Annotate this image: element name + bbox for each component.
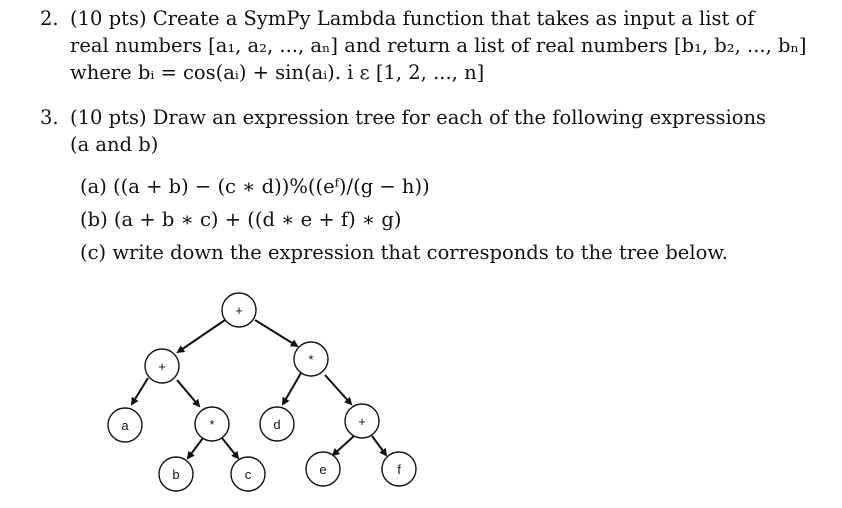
edge-left-a	[132, 378, 148, 404]
q2-line1: (10 pts) Create a SymPy Lambda function that takes as input a list of	[70, 7, 755, 30]
svg-text:c: c	[244, 467, 252, 482]
q2-line2: real numbers [a₁, a₂, ..., aₙ] and return a list of real numbers [b₁, b₂, ..., bₙ]	[70, 34, 807, 57]
q3-part-b: (b) (a + b ∗ c) + ((d ∗ e + f) ∗ g)	[80, 208, 402, 231]
tree-node-plus-ef	[345, 404, 379, 438]
q3-number: 3.	[40, 106, 59, 129]
tree-node-c	[231, 457, 265, 491]
q3-line2: (a and b)	[70, 133, 159, 156]
q2-line3: where bᵢ = cos(aᵢ) + sin(aᵢ). i ε [1, 2, ..., n]	[70, 61, 485, 84]
edge-left-mult	[177, 380, 199, 406]
tree-node-root	[222, 293, 256, 327]
edge-root-right	[255, 320, 297, 346]
tree-node-f	[382, 452, 416, 486]
edge-plus-f	[372, 436, 386, 455]
svg-text:+: +	[158, 359, 166, 374]
edge-right-d	[283, 373, 301, 404]
tree-node-mult-bc	[195, 407, 229, 441]
svg-text:+: +	[358, 414, 366, 429]
q3-line1: (10 pts) Draw an expression tree for each of the following expressions	[70, 106, 767, 129]
svg-text:a: a	[121, 418, 129, 433]
tree-node-a	[108, 408, 142, 442]
edge-mult-c	[222, 438, 238, 458]
tree-node-right-op	[294, 342, 328, 376]
tree-node-d	[260, 407, 294, 441]
q2-number: 2.	[40, 7, 59, 30]
tree-node-e	[306, 452, 340, 486]
tree-node-left-op	[145, 349, 179, 383]
svg-text:e: e	[319, 462, 327, 477]
edge-plus-e	[333, 436, 354, 455]
svg-text:*: *	[308, 352, 314, 367]
svg-text:*: *	[209, 417, 215, 432]
edge-mult-b	[188, 438, 203, 458]
q3-part-c: (c) write down the expression that corresponds to the tree below.	[80, 241, 728, 264]
svg-text:f: f	[397, 462, 401, 477]
tree-node-b	[159, 457, 193, 491]
svg-text:d: d	[273, 417, 281, 432]
q3-part-a: (a) ((a + b) − (c ∗ d))%((eᶠ)/(g − h))	[80, 175, 430, 198]
edge-root-left	[178, 320, 225, 352]
edge-right-plus	[325, 375, 351, 404]
svg-text:+: +	[235, 303, 243, 318]
svg-text:b: b	[172, 467, 180, 482]
